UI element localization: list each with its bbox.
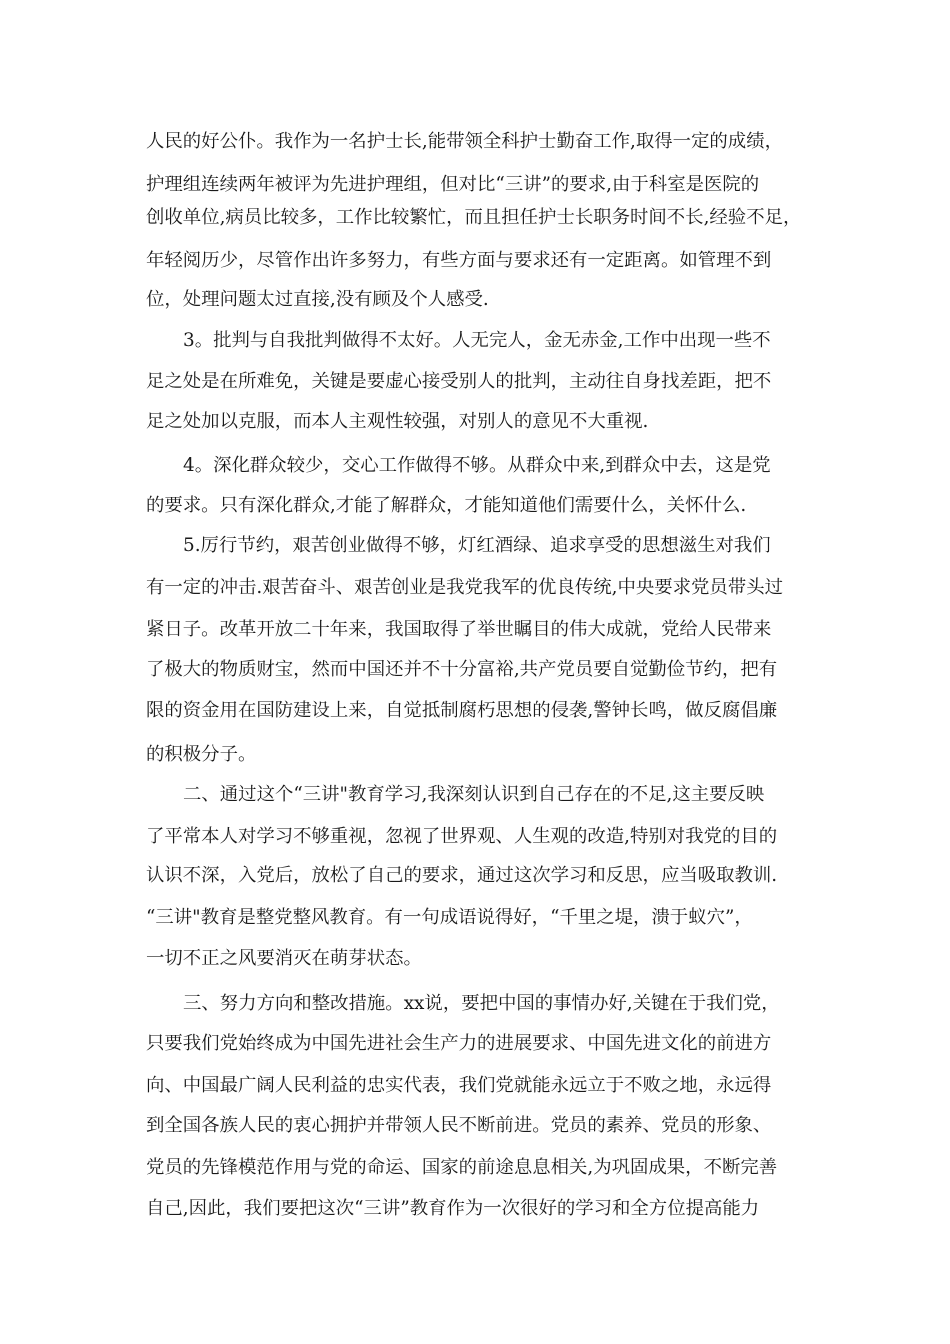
text-line: 4。深化群众较少，交心工作做得不够。从群众中来,到群众中去，这是党 (183, 455, 771, 476)
text-line: 的要求。只有深化群众,才能了解群众，才能知道他们需要什么，关怀什么. (146, 495, 747, 516)
text-line: 紧日子。改革开放二十年来，我国取得了举世瞩目的伟大成就，党给人民带来 (146, 619, 772, 640)
text-line: 5.厉行节约，艰苦创业做得不够，灯红酒绿、追求享受的思想滋生对我们 (183, 535, 771, 556)
text-line: 创收单位,病员比较多，工作比较繁忙，而且担任护士长职务时间不长,经验不足， (146, 207, 802, 228)
text-line: 了平常本人对学习不够重视，忽视了世界观、人生观的改造,特别对我党的目的 (146, 826, 778, 847)
text-line: 二、通过这个“三讲"教育学习,我深刻认识到自己存在的不足,这主要反映 (183, 784, 765, 805)
text-line: 的积极分子。 (146, 744, 257, 765)
text-line: 年轻阅历少，尽管作出许多努力，有些方面与要求还有一定距离。如管理不到 (146, 250, 772, 271)
text-line: 只要我们党始终成为中国先进社会生产力的进展要求、中国先进文化的前进方 (146, 1033, 772, 1054)
text-line: “三讲"教育是整党整风教育。有一句成语说得好，“千里之堤，溃于蚁穴”， (146, 907, 753, 928)
text-line: 向、中国最广阔人民利益的忠实代表，我们党就能永远立于不败之地，永远得 (146, 1075, 772, 1096)
text-line: 一切不正之风要消灭在萌芽状态。 (146, 948, 422, 969)
text-line: 了极大的物质财宝，然而中国还并不十分富裕,共产党员要自觉勤俭节约，把有 (146, 659, 778, 680)
text-line: 足之处加以克服，而本人主观性较强，对别人的意见不大重视. (146, 411, 649, 432)
text-line: 人民的好公仆。我作为一名护士长,能带领全科护士勤奋工作,取得一定的成绩， (146, 131, 783, 152)
text-line: 限的资金用在国防建设上来，自觉抵制腐朽思想的侵袭,警钟长鸣，做反腐倡廉 (146, 700, 778, 721)
text-line: 认识不深，入党后，放松了自己的要求，通过这次学习和反思，应当吸取教训. (146, 865, 778, 886)
text-line: 位，处理问题太过直接,没有顾及个人感受. (146, 289, 489, 310)
text-line: 有一定的冲击.艰苦奋斗、艰苦创业是我党我军的优良传统,中央要求党员带头过 (146, 577, 783, 598)
text-line: 足之处是在所难免，关键是要虚心接受别人的批判，主动往自身找差距，把不 (146, 371, 772, 392)
text-line: 到全国各族人民的衷心拥护并带领人民不断前进。党员的素养、党员的形象、 (146, 1115, 772, 1136)
text-line: 三、努力方向和整改措施。xx说，要把中国的事情办好,关键在于我们党， (183, 993, 780, 1014)
text-line: 自己,因此，我们要把这次“三讲”教育作为一次很好的学习和全方位提高能力 (146, 1198, 760, 1219)
text-line: 护理组连续两年被评为先进护理组，但对比“三讲”的要求,由于科室是医院的 (146, 174, 760, 195)
text-line: 3。批判与自我批判做得不太好。人无完人，金无赤金,工作中出现一些不 (183, 330, 771, 351)
text-line: 党员的先锋模范作用与党的命运、国家的前途息息相关,为巩固成果，不断完善 (146, 1157, 778, 1178)
